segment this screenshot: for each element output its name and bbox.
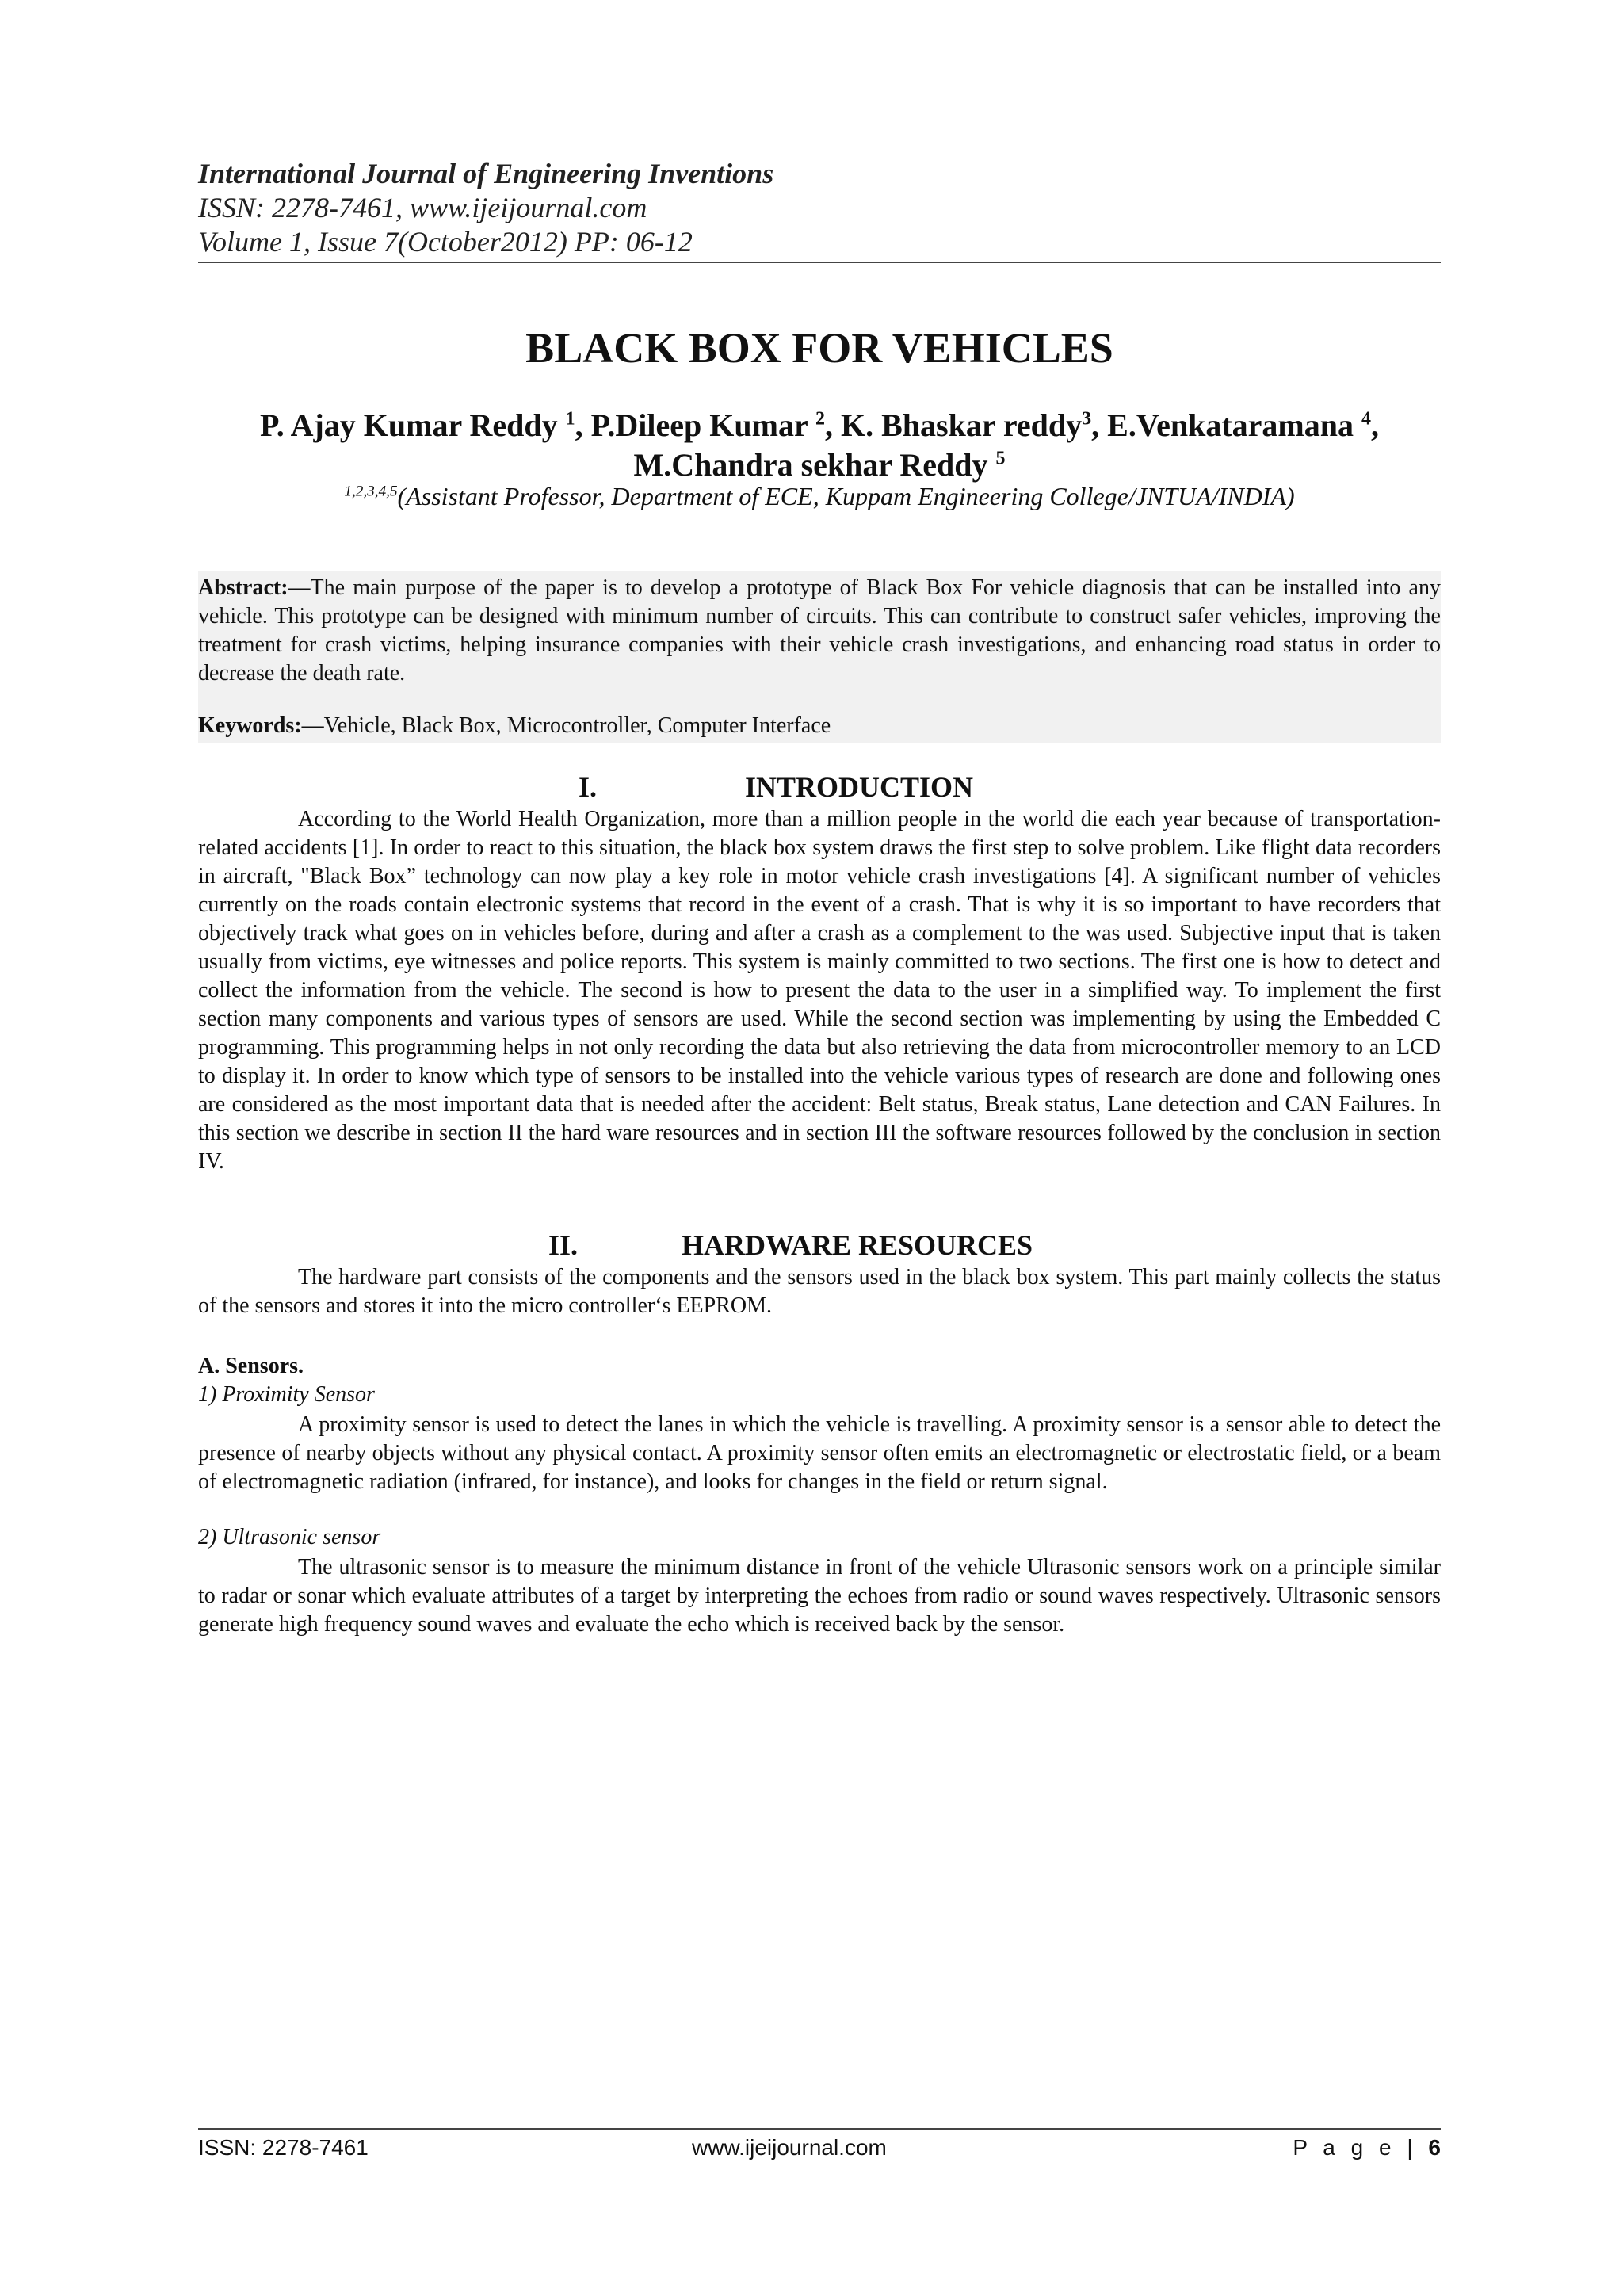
author-3: K. Bhaskar reddy$^3$, — [841, 407, 1108, 443]
proximity-sensor-heading: 1) Proximity Sensor — [198, 1382, 375, 1407]
hardware-paragraph: The hardware part consists of the components and the sensors used in the black box system. This part mainly collects the status of the sensors and stores it into the micro controller‘s EEPROM. — [198, 1265, 1441, 1318]
keywords-label: Keywords:— — [198, 713, 324, 738]
ultrasonic-sensor-heading: 2) Ultrasonic sensor — [198, 1525, 381, 1549]
abstract — [198, 571, 1441, 688]
footer-issn: ISSN: 2278-7461 — [198, 2135, 369, 2160]
journal-header — [198, 157, 1441, 259]
keywords — [198, 713, 831, 739]
header-divider — [198, 262, 1441, 263]
ultrasonic-sensor-paragraph: The ultrasonic sensor is to measure the minimum distance in front of the vehicle Ultrasonic sensors work on a principle similar to radar or sonar which evaluate attributes of a target by interpreting the echoes from radio or sound waves respectively. Ultrasonic sensors generate high frequency sound waves and evaluate the echo which is received back by the sensor. — [198, 1555, 1441, 1637]
journal-name: International Journal of Engineering Inventions — [198, 158, 774, 189]
footer-divider — [198, 2128, 1441, 2130]
footer-page: P a g e | 6 — [1293, 2135, 1441, 2160]
intro-paragraph: According to the World Health Organization, more than a million people in the world die each year because of transportation-related accidents [1]. In order to react to this situation, the black box system draws the first step to solve problem. Like flight data recorders in aircraft, "Black Box” technology can now play a key role in motor vehicle crash investigations [4]. A significant number of vehicles currently on the roads contain electronic systems that record in the event of a crash. That is why it is so important to have recorders that objectively track what goes on in vehicles before, during and after a crash as a complement to the was used. Subjective input that is taken usually from victims, eye witnesses and police reports. This system is mainly committed to two sections. The first one is how to detect and collect the information from the vehicle. The second is how to present the data to the user in a simplified way. To implement the first section many components and various types of sensors are used. While the second section was implementing by using the Embedded C programming. This programming helps in not only recording the data but also retrieving the data from microcontroller memory to an LCD to display it. In order to know which type of sensors to be installed into the vehicle various types of research are done and following ones are considered as the most important data that is needed after the accident: Belt status, Break status, Lane detection and CAN Failures. In this section we describe in section II the hard ware resources and in section III the software resources followed by the conclusion in section IV. — [198, 807, 1441, 1174]
author-1: P. Ajay Kumar Reddy $^1$, — [260, 407, 591, 443]
author-5: M.Chandra sekhar Reddy $^5$ — [633, 447, 1006, 483]
footer-website: www.ijeijournal.com — [692, 2135, 887, 2160]
proximity-sensor-paragraph: A proximity sensor is used to detect the lanes in which the vehicle is travelling. A proximity sensor is a sensor able to detect the presence of nearby objects without any physical contact. A proximity sensor often emits an electromagnetic or electrostatic field, or a beam of electromagnetic radiation (infrared, for instance), and looks for changes in the field or return signal. — [198, 1412, 1441, 1494]
author-2: P.Dileep Kumar $^2$, — [590, 407, 841, 443]
keywords-text: Vehicle, Black Box, Microcontroller, Computer Interface — [323, 713, 831, 738]
affiliation: $^{1,2,3,4,5}$(Assistant Professor, Department of ECE, Kuppam Engineering College/JNTUA/INDIA) — [344, 482, 1295, 510]
author-4: E.Venkataramana $^4$, — [1107, 407, 1379, 443]
author-list — [198, 406, 1441, 485]
journal-volume: Volume 1, Issue 7(October2012) PP: 06-12 — [198, 226, 693, 258]
abstract-label: Abstract:— — [198, 575, 311, 600]
page-number: 6 — [1428, 2135, 1441, 2160]
journal-issn: ISSN: 2278-7461, www.ijeijournal.com — [198, 192, 647, 223]
subsection-sensors: A. Sensors. — [198, 1354, 304, 1378]
abstract-text: The main purpose of the paper is to develop a prototype of Black Box For vehicle diagnosis that can be installed into any vehicle. This prototype can be designed with minimum number of circuits. This can contribute to construct safer vehicles, improving the treatment for crash victims, helping insurance companies with their vehicle crash investigations, and enhancing road status in order to decrease the death rate. — [198, 575, 1441, 686]
paper-title: BLACK BOX FOR VEHICLES — [525, 324, 1113, 372]
